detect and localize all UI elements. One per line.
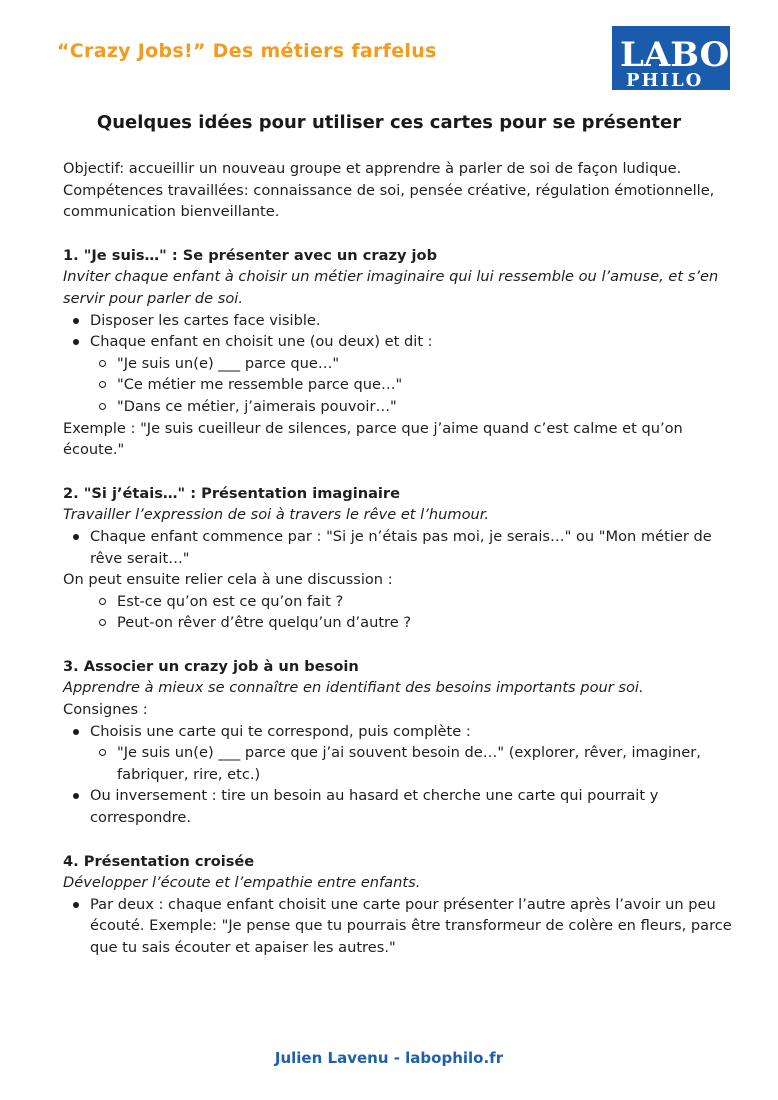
header-title: “Crazy Jobs!” Des métiers farfelus — [57, 40, 437, 62]
section-3-subtitle: Apprendre à mieux se connaître en identifiant des besoins importants pour soi. — [63, 679, 644, 697]
list-item: Ou inversement : tire un besoin au hasard et cherche une carte qui pourrait y correspondre. — [63, 785, 735, 828]
sub-list-item: "Ce métier me ressemble parce que…" — [90, 374, 735, 396]
section-2-followup: On peut ensuite relier cela à une discussion : — [63, 571, 393, 589]
list-item-text: Choisis une carte qui te correspond, puis complète : — [90, 722, 471, 740]
section-presentation-croisee — [63, 851, 735, 959]
sub-list-item: "Je suis un(e) ___ parce que…" — [90, 353, 735, 375]
list-item-text: Chaque enfant en choisit une (ou deux) et dit : — [90, 333, 433, 351]
section-1-subtitle: Inviter chaque enfant à choisir un métier imaginaire qui lui ressemble ou l’amuse, et s’en servir pour parler de soi. — [63, 268, 719, 307]
section-4-subtitle: Développer l’écoute et l’empathie entre enfants. — [63, 874, 421, 892]
section-besoin — [63, 656, 735, 829]
labo-philo-logo — [612, 26, 730, 90]
list-item — [63, 721, 735, 786]
section-si-j-etais — [63, 483, 735, 634]
logo-graphic — [612, 26, 730, 90]
document-body — [63, 158, 735, 959]
sub-list-item: Est-ce qu’on est ce qu’on fait ? — [90, 591, 735, 613]
sub-list-item: "Je suis un(e) ___ parce que j’ai souvent besoin de…" (explorer, rêver, imaginer, fabriquer, rire, etc.) — [90, 742, 735, 785]
footer-credit: Julien Lavenu - labophilo.fr — [274, 1049, 504, 1067]
svg-text:PHILO: PHILO — [626, 70, 704, 90]
section-2-title: 2. "Si j’étais…" : Présentation imaginaire — [63, 484, 401, 502]
skills-text: Compétences travaillées: connaissance de soi, pensée créative, régulation émotionnelle, communication bienveillante. — [63, 181, 715, 221]
section-1-title: 1. "Je suis…" : Se présenter avec un crazy job — [63, 246, 438, 264]
section-1-example: Exemple : "Je suis cueilleur de silences, parce que j’aime quand c’est calme et qu’on écoute." — [63, 419, 683, 459]
list-item: Disposer les cartes face visible. — [63, 310, 735, 332]
sub-list-item: "Dans ce métier, j’aimerais pouvoir…" — [90, 396, 735, 418]
section-3-consignes: Consignes : — [63, 701, 148, 719]
list-item — [63, 331, 735, 417]
list-item: Chaque enfant commence par : "Si je n’étais pas moi, je serais…" ou "Mon métier de rêve serait…" — [63, 526, 735, 569]
list-item: Par deux : chaque enfant choisit une carte pour présenter l’autre après l’avoir un peu écouté. Exemple: "Je pense que tu pourrais être transformeur de colère en fleurs, parce que tu sais écouter et apaiser les autres." — [63, 894, 735, 959]
section-3-title: 3. Associer un crazy job à un besoin — [63, 657, 359, 675]
document-title: Quelques idées pour utiliser ces cartes pour se présenter — [96, 112, 682, 133]
sub-list-item: Peut-on rêver d’être quelqu’un d’autre ? — [90, 612, 735, 634]
section-je-suis — [63, 245, 735, 461]
svg-text:LABO: LABO — [620, 35, 730, 75]
section-2-subtitle: Travailler l’expression de soi à travers le rêve et l’humour. — [63, 506, 490, 524]
section-4-title: 4. Présentation croisée — [63, 852, 255, 870]
objective-text: Objectif: accueillir un nouveau groupe et apprendre à parler de soi de façon ludique. — [63, 160, 682, 177]
